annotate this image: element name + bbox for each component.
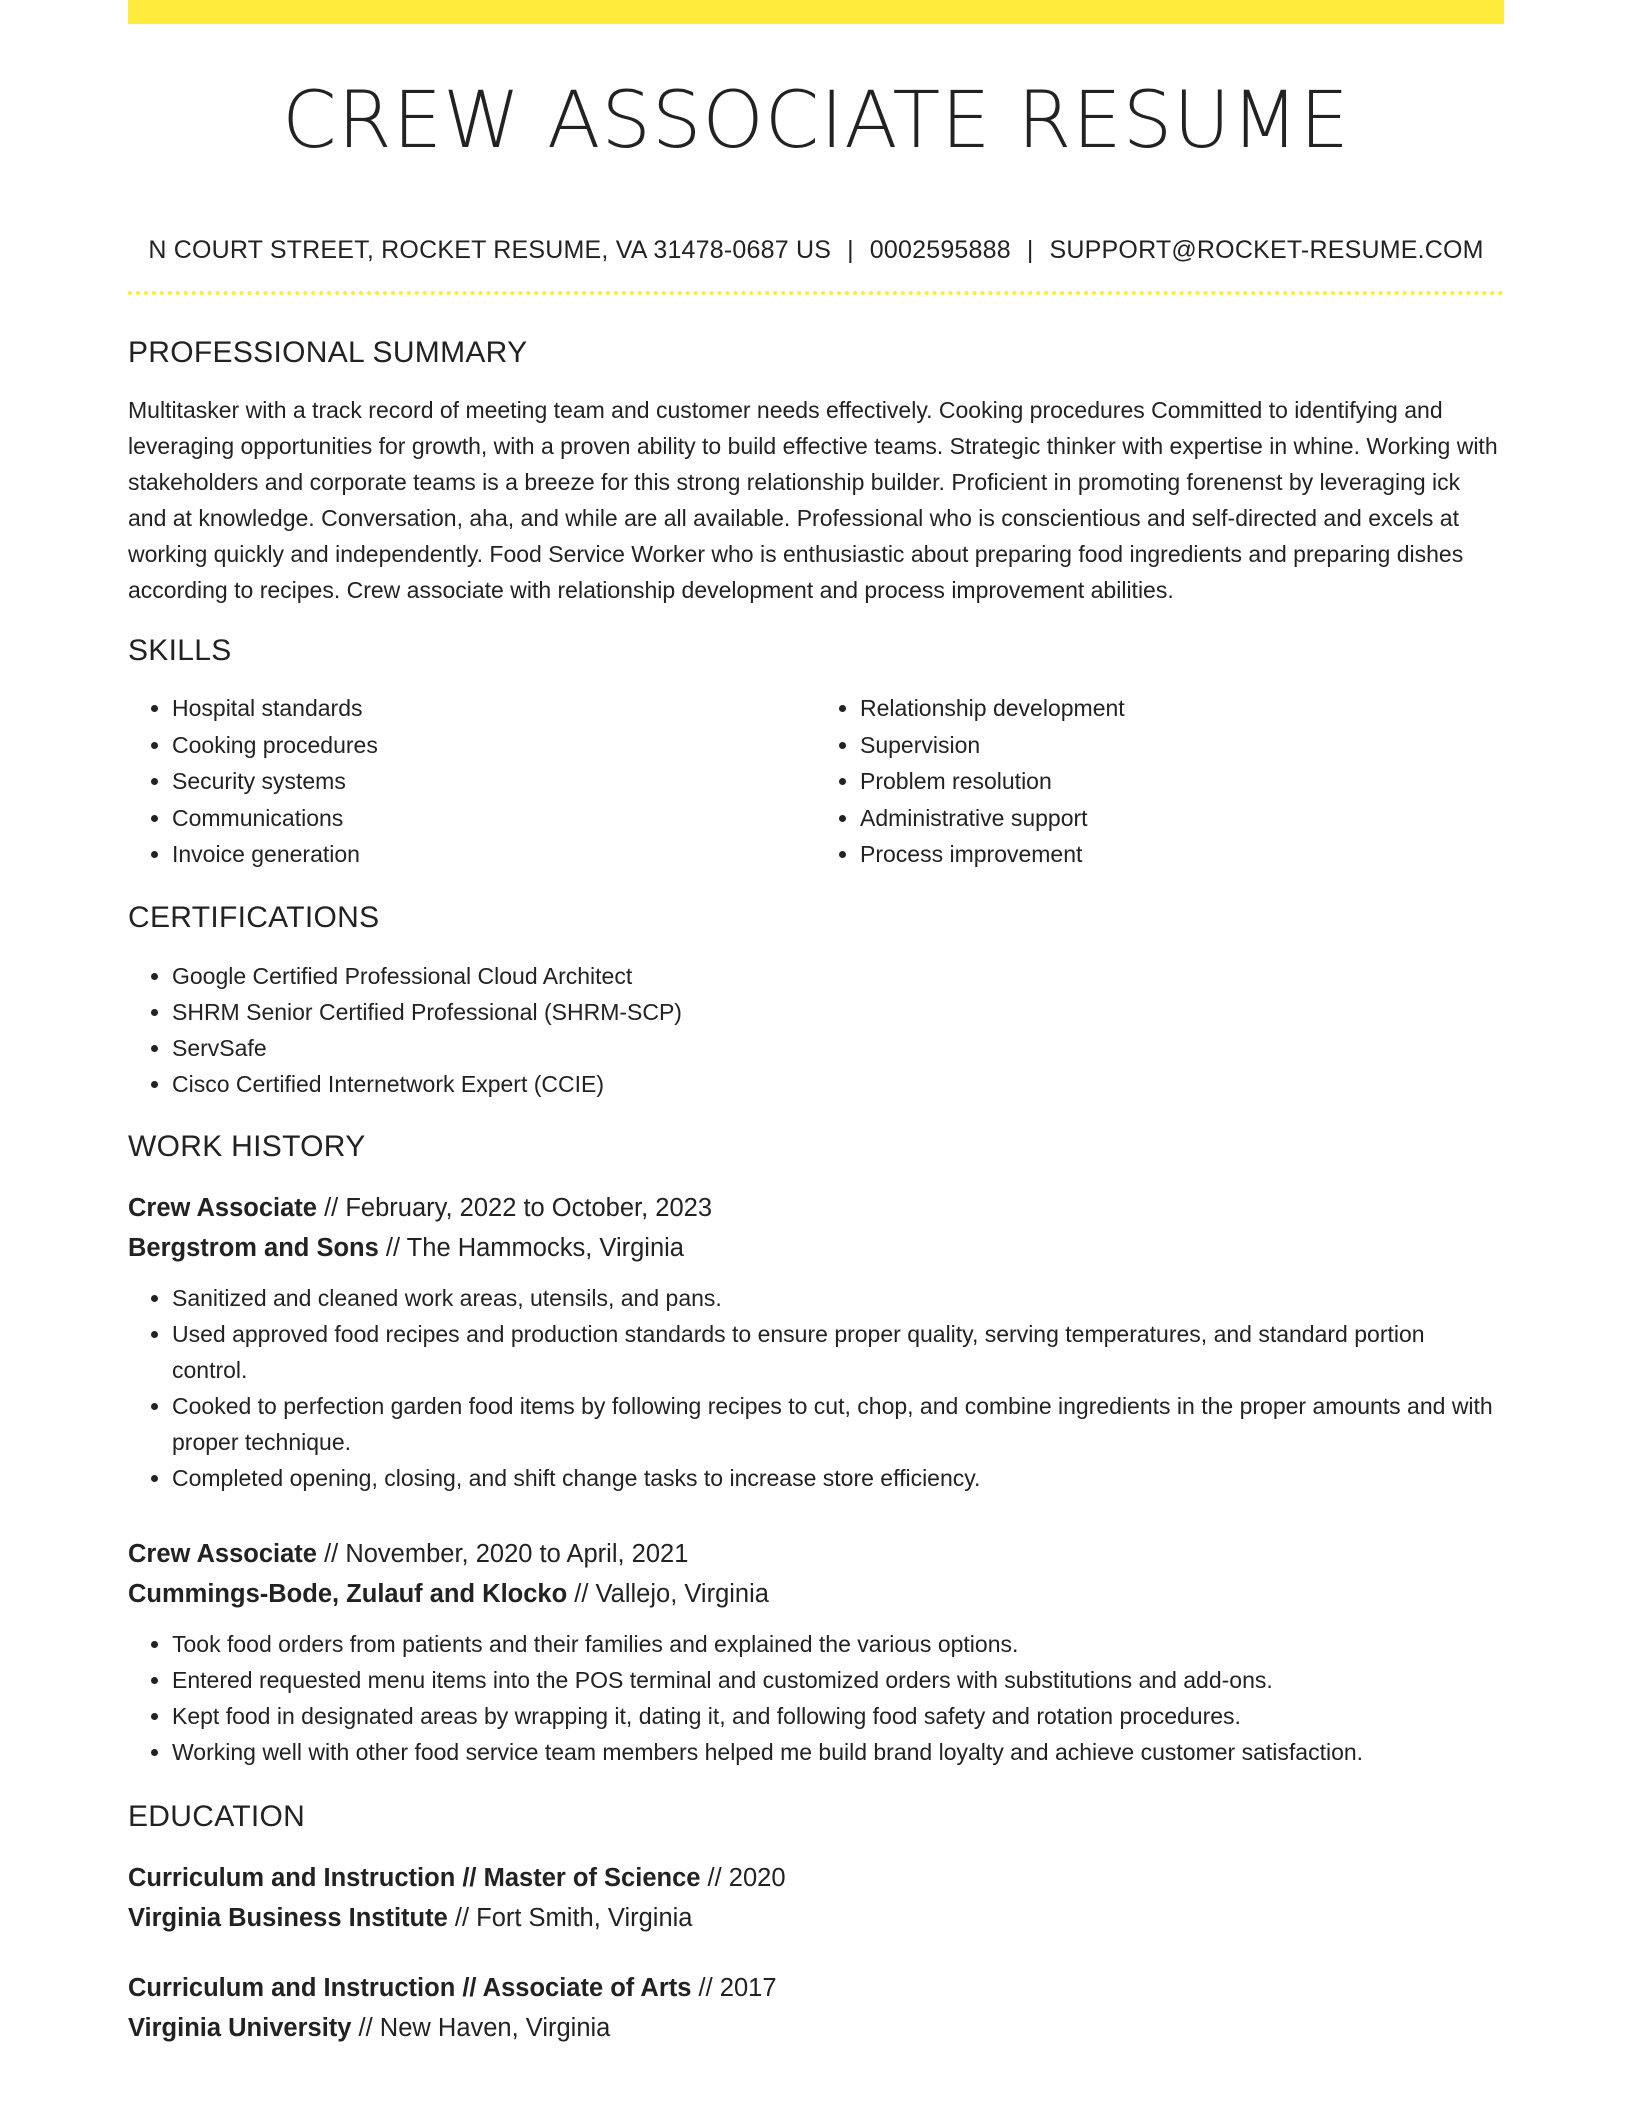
job-title-line	[128, 1534, 1504, 1574]
job-duty: • Entered requested menu items into the POS terminal and customized orders with substitutions and add-ons.	[172, 1662, 1504, 1698]
certifications-list	[128, 958, 1504, 1102]
address: N COURT STREET, ROCKET RESUME, VA 31478-0687 US	[148, 236, 832, 264]
job-company-line	[128, 1228, 1504, 1268]
certification-item: • SHRM Senior Certified Professional (SHRM-SCP)	[172, 994, 1504, 1030]
job-dates: // November, 2020 to April, 2021	[324, 1539, 689, 1568]
job-title: Crew Associate	[128, 1193, 317, 1222]
skill-item: • Problem resolution	[860, 763, 1504, 800]
skill-item: • Security systems	[172, 763, 816, 800]
degree-line	[128, 1858, 1504, 1898]
summary-heading: PROFESSIONAL SUMMARY	[128, 336, 528, 369]
resume-title: CREW ASSOCIATE RESUME	[282, 76, 1350, 166]
job-duties	[128, 1626, 1504, 1770]
header-divider	[128, 291, 1504, 295]
phone: 0002595888	[869, 236, 1011, 264]
school-line	[128, 1898, 1504, 1938]
job-company: Bergstrom and Sons	[128, 1233, 379, 1262]
job-location: // The Hammocks, Virginia	[385, 1233, 684, 1262]
certifications-heading: CERTIFICATIONS	[128, 900, 380, 934]
contact-separator: |	[847, 236, 854, 264]
graduation-year: // 2020	[707, 1863, 786, 1892]
skill-item: • Hospital standards	[172, 690, 816, 727]
job-duty: • Took food orders from patients and their families and explained the various options.	[172, 1626, 1504, 1662]
skill-item: • Process improvement	[860, 836, 1504, 873]
graduation-year: // 2017	[698, 1973, 777, 2002]
degree-line	[128, 1968, 1504, 2008]
contact-separator: |	[1026, 236, 1034, 264]
education-entry	[128, 1858, 1504, 1938]
job-duty: • Working well with other food service team members helped me build brand loyalty and achieve customer satisfaction.	[172, 1734, 1504, 1770]
job-duty: • Used approved food recipes and production standards to ensure proper quality, serving temperatures, and standard portion control.	[172, 1316, 1504, 1388]
skill-item: • Communications	[172, 800, 816, 837]
degree: Curriculum and Instruction // Associate of Arts	[128, 1973, 692, 2002]
skill-item: • Invoice generation	[172, 836, 816, 873]
job-duty: • Kept food in designated areas by wrapping it, dating it, and following food safety and rotation procedures.	[172, 1698, 1504, 1734]
job-duty: • Completed opening, closing, and shift change tasks to increase store efficiency.	[172, 1460, 1504, 1496]
summary-text: Multitasker with a track record of meeting team and customer needs effectively. Cooking procedures Committed to identifying and leveraging opportunities for growth, with a proven ability to build effective teams. Strategic thinker with expertise in whine. Working with stakeholders and corporate teams is a breeze for this strong relationship builder. Proficient in promoting forenenst by leveraging ick and at knowledge. Conversation, aha, and while are all available. Professional who is conscientious and self-directed and excels at working quickly and independently. Food Service Worker who is enthusiastic about preparing food ingredients and preparing dishes according to recipes. Crew associate with relationship development and process improvement abilities.	[128, 397, 1498, 603]
work-history-heading: WORK HISTORY	[128, 1129, 366, 1163]
skills-heading: SKILLS	[128, 634, 232, 667]
certification-item: • Google Certified Professional Cloud Architect	[172, 958, 1504, 994]
school-location: // Fort Smith, Virginia	[454, 1903, 693, 1932]
job-dates: // February, 2022 to October, 2023	[324, 1193, 713, 1222]
skill-item: • Administrative support	[860, 800, 1504, 837]
accent-bar	[128, 0, 1504, 24]
education-entry	[128, 1968, 1504, 2048]
skills-column-right	[816, 690, 1504, 873]
certification-item: • Cisco Certified Internetwork Expert (CCIE)	[172, 1066, 1504, 1102]
job-title-line	[128, 1188, 1504, 1228]
email-link[interactable]: SUPPORT@ROCKET-RESUME.COM	[1049, 236, 1484, 264]
skill-item: • Relationship development	[860, 690, 1504, 727]
skills-list	[128, 690, 1504, 873]
job-company-line	[128, 1574, 1504, 1614]
school-name: Virginia University	[128, 2013, 352, 2042]
job-entry	[128, 1188, 1504, 1496]
school-line	[128, 2008, 1504, 2048]
school-name: Virginia Business Institute	[128, 1903, 448, 1932]
certification-item: • ServSafe	[172, 1030, 1504, 1066]
job-duty: • Sanitized and cleaned work areas, utensils, and pans.	[172, 1280, 1504, 1316]
degree: Curriculum and Instruction // Master of Science	[128, 1863, 701, 1892]
skill-item: • Supervision	[860, 727, 1504, 764]
education-heading: EDUCATION	[128, 1799, 306, 1833]
job-duties	[128, 1280, 1504, 1496]
job-location: // Vallejo, Virginia	[574, 1579, 769, 1608]
job-duty: • Cooked to perfection garden food items by following recipes to cut, chop, and combine ingredients in the proper amounts and with proper technique.	[172, 1388, 1504, 1460]
skill-item: • Cooking procedures	[172, 727, 816, 764]
job-entry	[128, 1534, 1504, 1770]
resume-page	[128, 0, 1504, 2048]
school-location: // New Haven, Virginia	[358, 2013, 611, 2042]
skills-column-left	[128, 690, 816, 873]
contact-line	[128, 236, 1504, 268]
job-company: Cummings-Bode, Zulauf and Klocko	[128, 1579, 568, 1608]
job-title: Crew Associate	[128, 1539, 317, 1568]
